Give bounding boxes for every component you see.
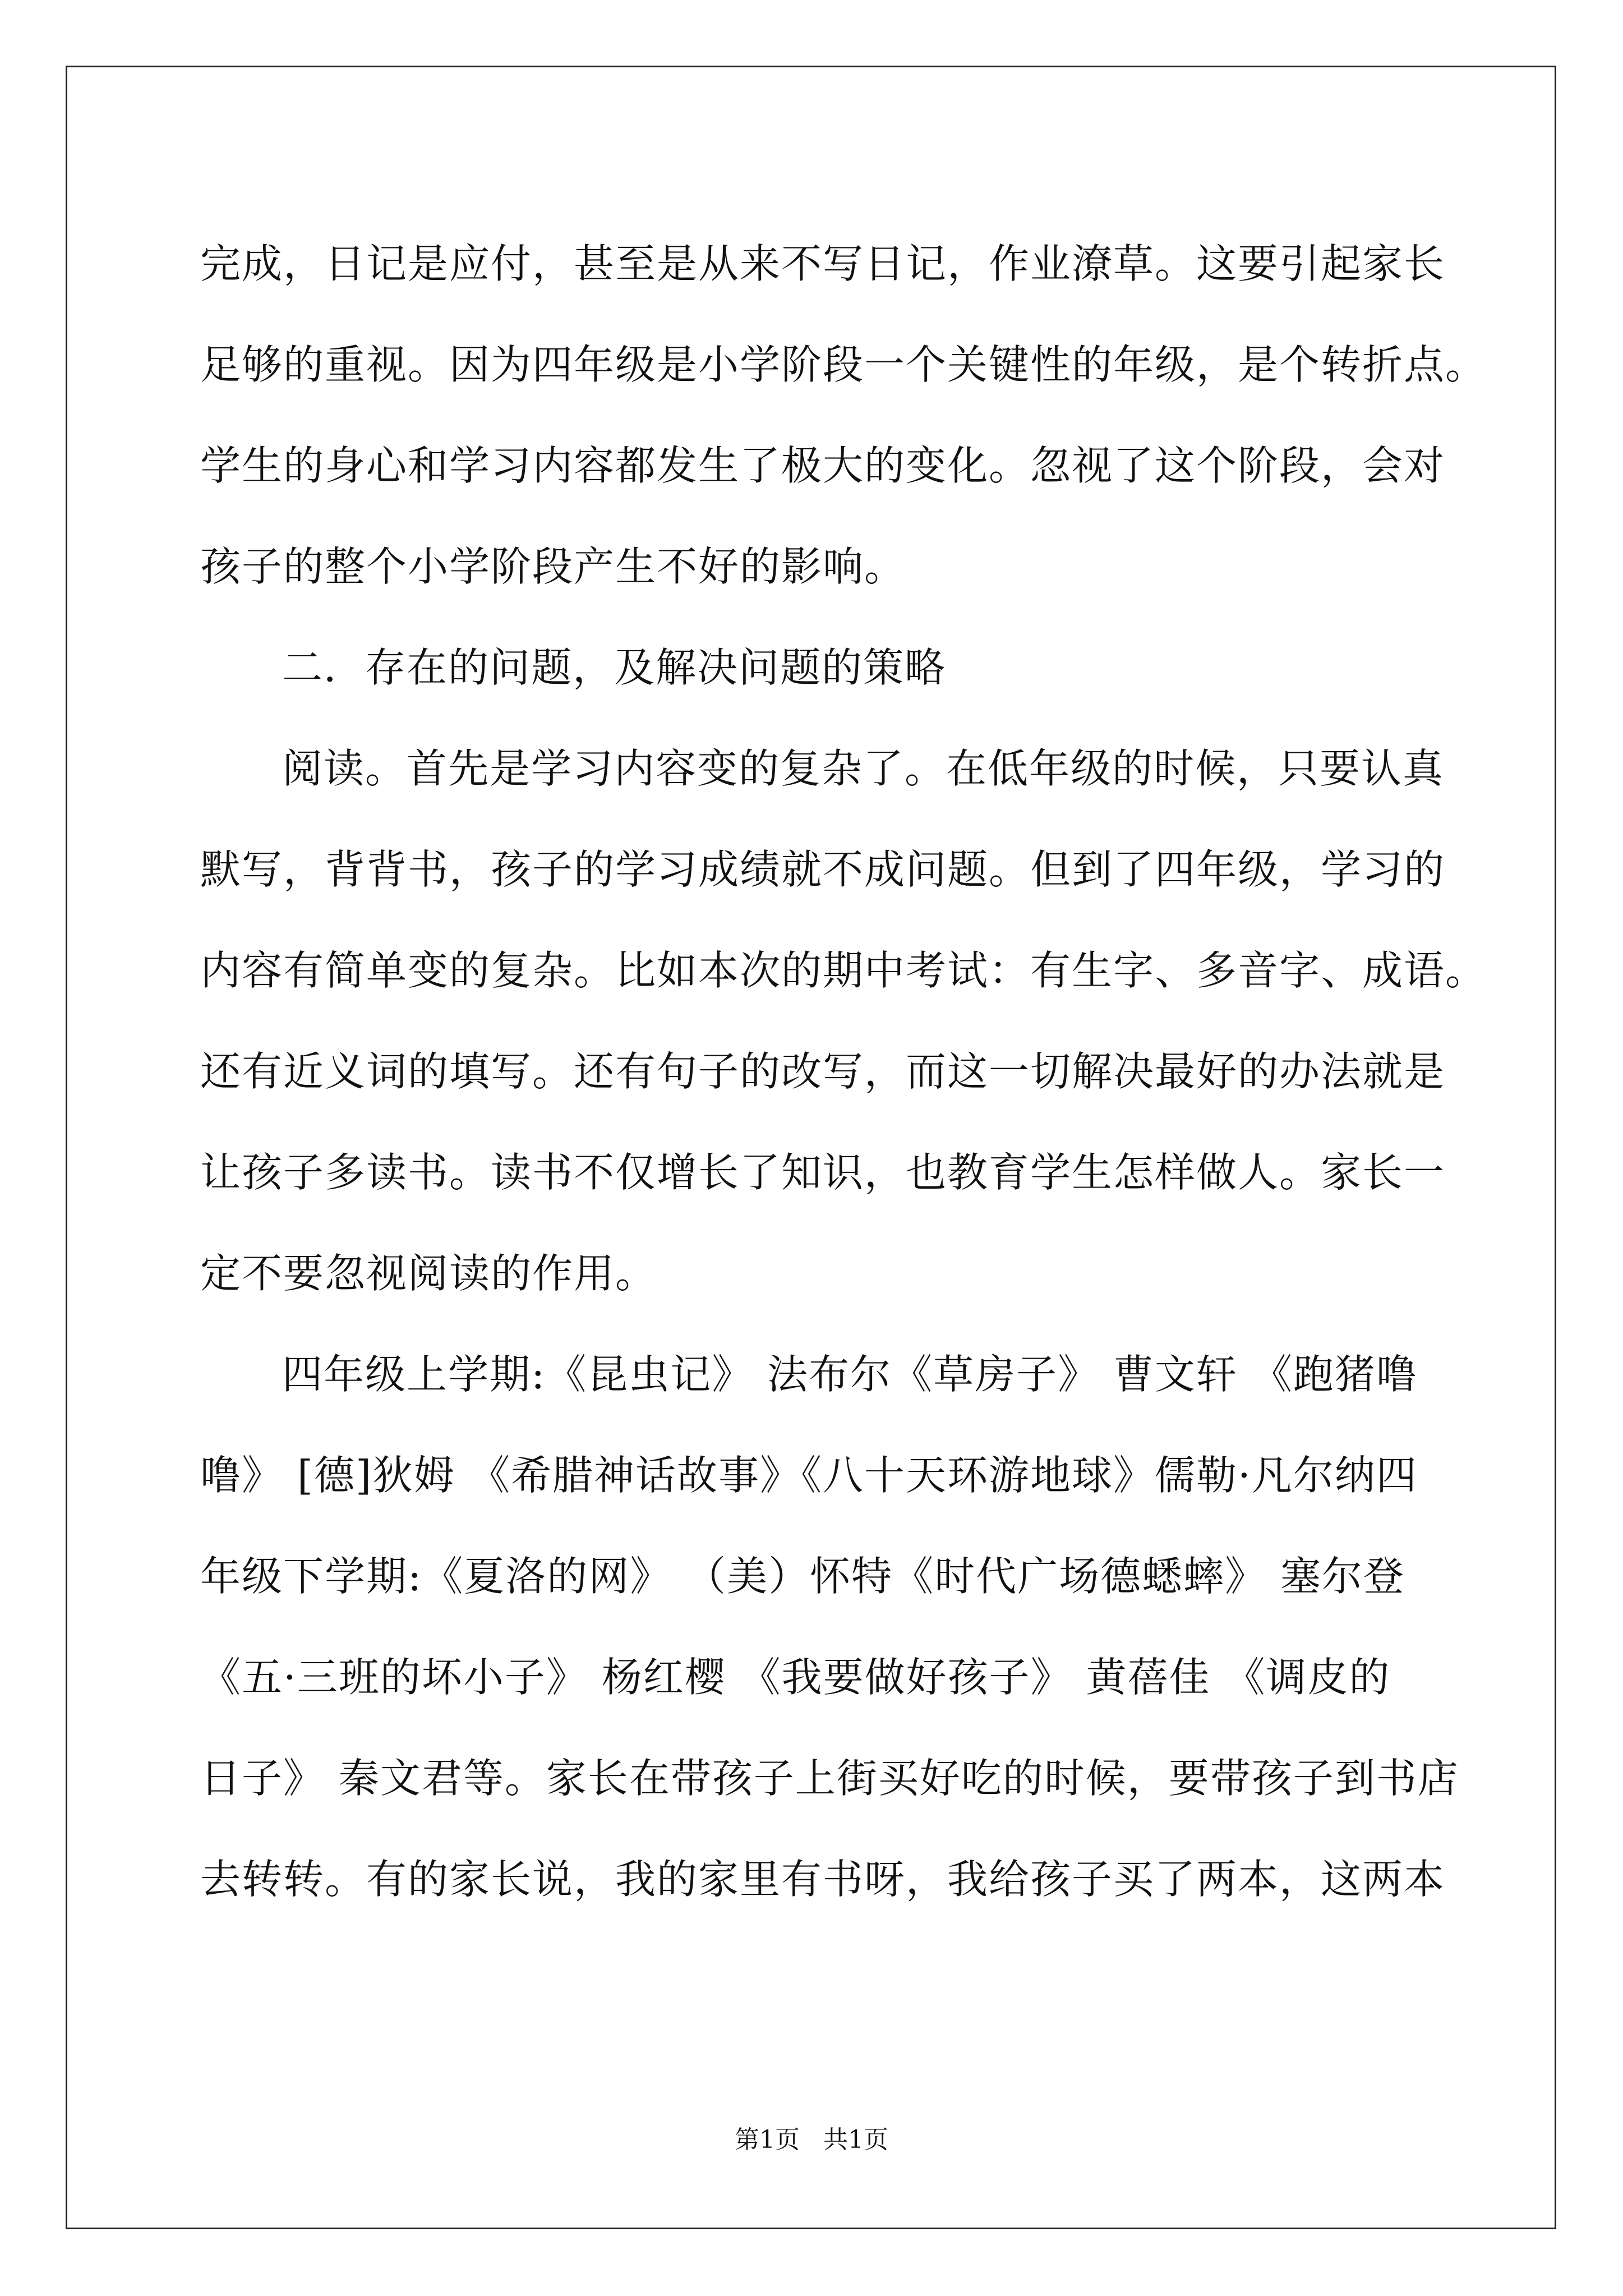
text-line: 让孩子多读书。读书不仅增长了知识，也教育学生怎样做人。家长一 [200, 1149, 1446, 1196]
text-line: 《五·三班的坏小子》 杨红樱 《我要做好孩子》 黄蓓佳 《调皮的 [200, 1654, 1391, 1701]
text-line: 定不要忽视阅读的作用。 [200, 1250, 657, 1297]
text-line: 还有近义词的填写。还有句子的改写，而这一切解决最好的办法就是 [200, 1048, 1446, 1095]
text-line: 内容有简单变的复杂。比如本次的期中考试：有生字、多音字、成语。 [200, 947, 1487, 994]
text-line: 阅读。首先是学习内容变的复杂了。在低年级的时候，只要认真 [282, 745, 1445, 792]
text-line: 孩子的整个小学阶段产生不好的影响。 [200, 543, 906, 590]
text-line: 年级下学期:《夏洛的网》 （美）怀特《时代广场德蟋蟀》 塞尔登 [200, 1553, 1405, 1600]
text-line: 默写，背背书，孩子的学习成绩就不成问题。但到了四年级，学习的 [200, 846, 1446, 893]
text-line: 完成，日记是应付，甚至是从来不写日记，作业潦草。这要引起家长 [200, 240, 1446, 287]
text-line: 去转转。有的家长说，我的家里有书呀，我给孩子买了两本，这两本 [200, 1856, 1446, 1903]
text-line: 足够的重视。因为四年级是小学阶段一个关键性的年级，是个转折点。 [200, 341, 1487, 388]
text-line: 学生的身心和学习内容都发生了极大的变化。忽视了这个阶段，会对 [200, 442, 1446, 489]
text-line: 日子》 秦文君等。家长在带孩子上街买好吃的时候，要带孩子到书店 [200, 1755, 1459, 1802]
text-line: 噜》 [德]狄姆 《希腊神话故事》《八十天环游地球》儒勒·凡尔纳四 [200, 1452, 1418, 1499]
document-body [200, 213, 1487, 1930]
text-line: 四年级上学期:《昆虫记》 法布尔《草房子》 曹文轩 《跑猪噜 [282, 1351, 1418, 1398]
section-heading: 二．存在的问题，及解决问题的策略 [282, 644, 947, 691]
page-number-footer: 第1页 共1页 [735, 2125, 888, 2154]
